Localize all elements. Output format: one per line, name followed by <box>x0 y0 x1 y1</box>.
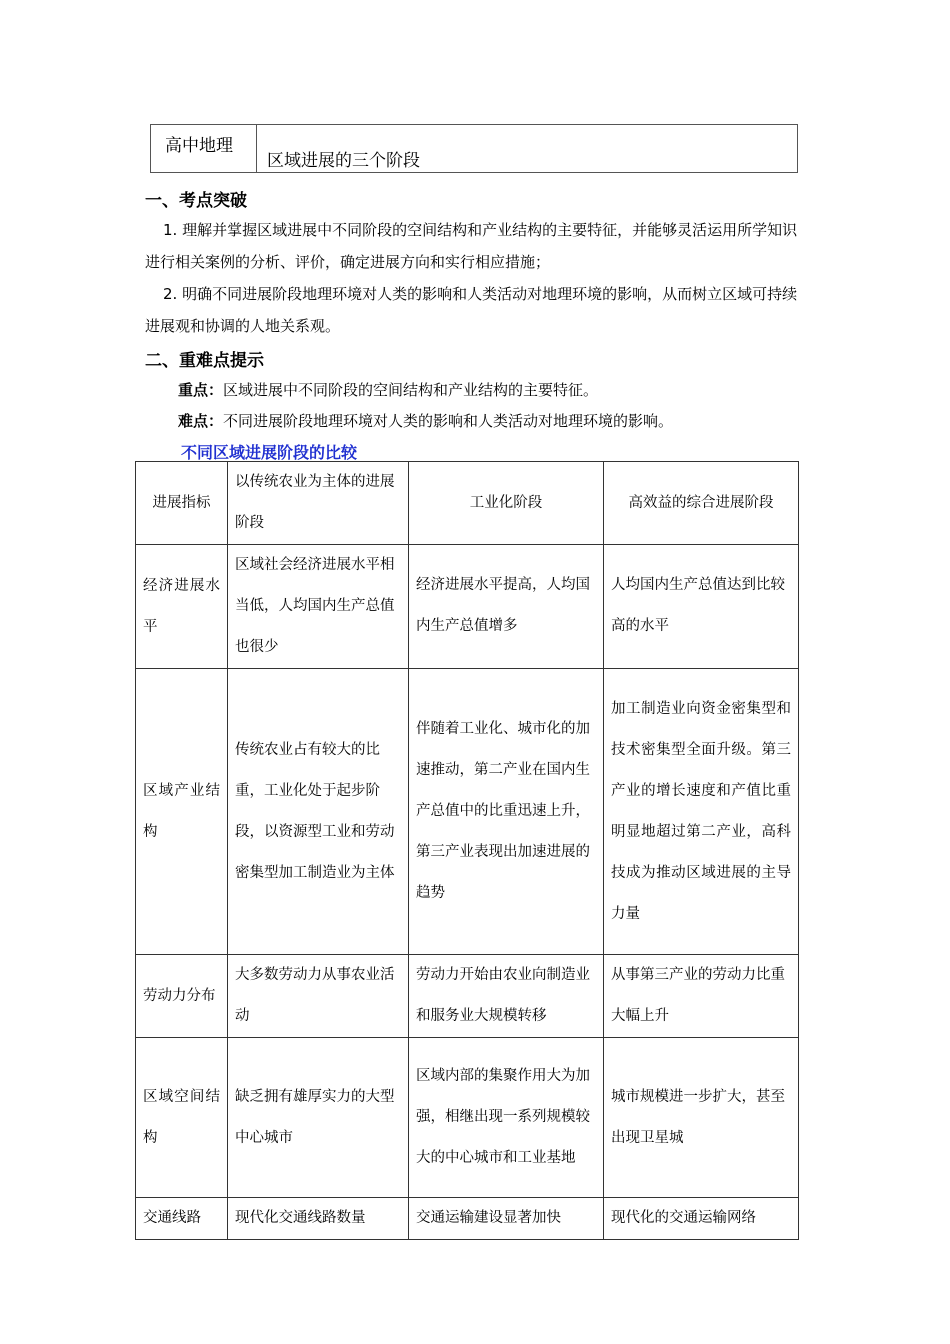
table-header-row <box>136 462 799 545</box>
table-row <box>136 545 799 669</box>
row-label: 区域产业结构 <box>136 669 228 955</box>
subject-label: 高中地理 <box>151 125 257 172</box>
objective-1: 1. 理解并掌握区域进展中不同阶段的空间结构和产业结构的主要特征，并能够灵活运用所学知识进行相关案例的分析、评价，确定进展方向和实行相应措施； <box>145 221 798 271</box>
row-label: 区域空间结构 <box>136 1038 228 1198</box>
header-cell: 以传统农业为主体的进展阶段 <box>228 462 409 545</box>
key-point <box>178 380 598 400</box>
table-cell: 伴随着工业化、城市化的加速推动，第二产业在国内生产总值中的比重迅速上升，第三产业表现出加速进展的趋势 <box>409 669 604 955</box>
table-cell: 缺乏拥有雄厚实力的大型中心城市 <box>228 1038 409 1198</box>
comparison-table <box>135 461 799 1240</box>
key-text: 区域进展中不同阶段的空间结构和产业结构的主要特征。 <box>223 381 599 399</box>
header-cell: 高效益的综合进展阶段 <box>604 462 799 545</box>
table-cell: 城市规模进一步扩大，甚至出现卫星城 <box>604 1038 799 1198</box>
table-cell: 大多数劳动力从事农业活动 <box>228 955 409 1038</box>
difficult-text: 不同进展阶段地理环境对人类的影响和人类活动对地理环境的影响。 <box>223 412 674 430</box>
key-label: 重点： <box>178 381 224 399</box>
header-box <box>150 124 798 173</box>
section-heading-2: 二、重难点提示 <box>145 351 264 371</box>
header-cell: 进展指标 <box>136 462 228 545</box>
row-label: 交通线路 <box>136 1198 228 1240</box>
table-cell: 从事第三产业的劳动力比重大幅上升 <box>604 955 799 1038</box>
table-cell: 区域社会经济进展水平相当低，人均国内生产总值也很少 <box>228 545 409 669</box>
table-row <box>136 669 799 955</box>
table-row <box>136 955 799 1038</box>
header-cell: 工业化阶段 <box>409 462 604 545</box>
table-cell: 加工制造业向资金密集型和技术密集型全面升级。第三产业的增长速度和产值比重明显地超过第二产业，高科技成为推动区域进展的主导力量 <box>604 669 799 955</box>
table-cell: 区域内部的集聚作用大为加强，相继出现一系列规模较大的中心城市和工业基地 <box>409 1038 604 1198</box>
row-label: 劳动力分布 <box>136 955 228 1038</box>
table-cell: 劳动力开始由农业向制造业和服务业大规模转移 <box>409 955 604 1038</box>
table-cell: 传统农业占有较大的比重，工业化处于起步阶段，以资源型工业和劳动密集型加工制造业为主体 <box>228 669 409 955</box>
table-cell: 交通运输建设显著加快 <box>409 1198 604 1240</box>
table-cell: 经济进展水平提高，人均国内生产总值增多 <box>409 545 604 669</box>
table-cell: 人均国内生产总值达到比较高的水平 <box>604 545 799 669</box>
difficult-point <box>178 411 673 431</box>
objective-2: 2. 明确不同进展阶段地理环境对人类的影响和人类活动对地理环境的影响，从而树立区域可持续进展观和协调的人地关系观。 <box>145 285 798 335</box>
table-row <box>136 1198 799 1240</box>
table-cell: 现代化的交通运输网络 <box>604 1198 799 1240</box>
table-cell: 现代化交通线路数量 <box>228 1198 409 1240</box>
table-row <box>136 1038 799 1198</box>
table-title: 不同区域进展阶段的比较 <box>181 443 358 462</box>
difficult-label: 难点： <box>178 412 224 430</box>
section-heading-1: 一、考点突破 <box>145 191 247 211</box>
row-label: 经济进展水平 <box>136 545 228 669</box>
lesson-title: 区域进展的三个阶段 <box>267 151 420 171</box>
